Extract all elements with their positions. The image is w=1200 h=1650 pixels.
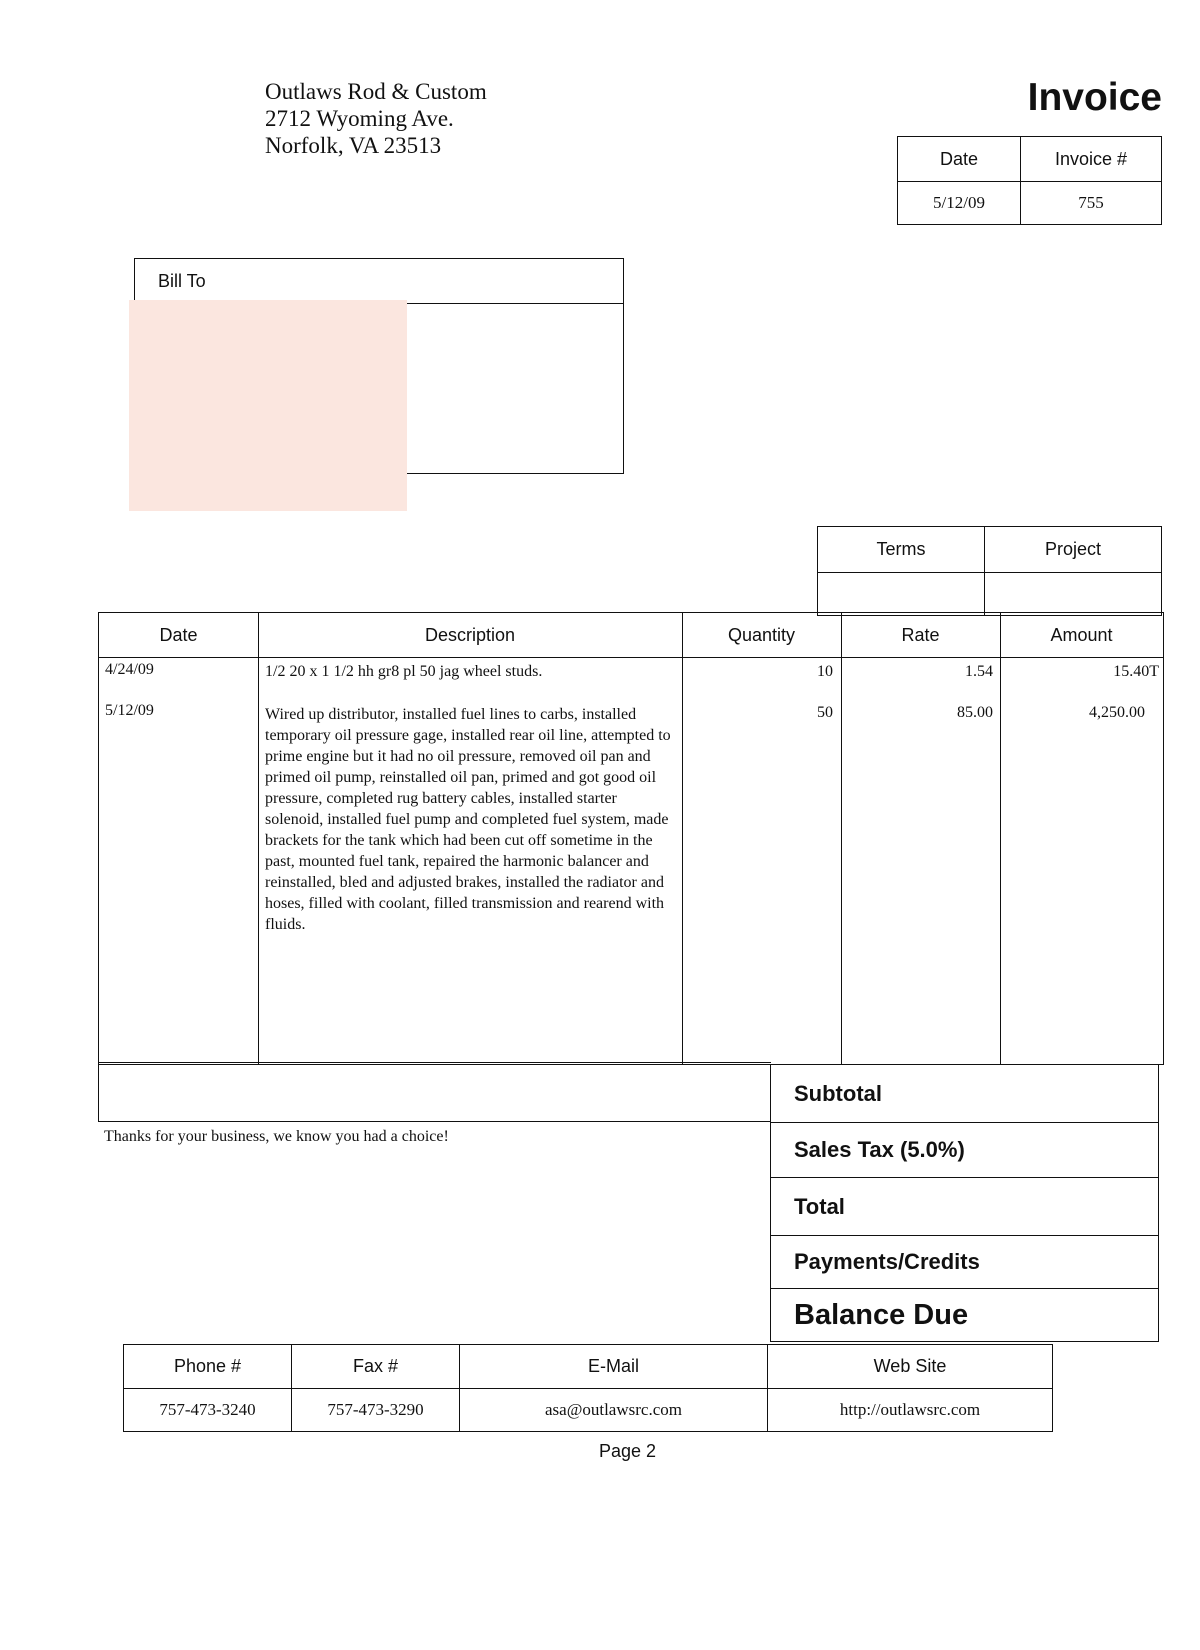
fax-header: Fax # [292,1345,460,1389]
totals-table [770,1064,1159,1342]
column-divider [1000,613,1001,1064]
message-box [98,1062,771,1122]
email-address[interactable]: asa@outlawsrc.com [460,1389,768,1432]
company-name: Outlaws Rod & Custom [265,79,487,104]
row1-amount: 15.40T [1113,663,1159,680]
row2-description: Wired up distributor, installed fuel lines to carbs, installed temporary oil pressure gage, installed rear oil line, attempted to prime engine but it had no oil pressure, removed oil pan and primed oil pump, reinstalled oil pan, primed and got good oil pressure, completed rug battery cables, installed starter solenoid, installed fuel pump and completed fuel system, made brackets for the tank which had been cut off sometime in the past, mounted fuel tank, repaired the harmonic balancer and reinstalled, bled and adjusted brakes, installed the radiator and hoses, filled with coolant, filled transmission and rearend with fluids. [265,706,671,933]
row1-date: 4/24/09 [105,661,154,678]
thank-you-message: Thanks for your business, we know you had a choice! [104,1128,449,1145]
header-divider [99,657,1163,658]
invoice-number: 755 [1021,182,1162,225]
row1-description: 1/2 20 x 1 1/2 hh gr8 pl 50 jag wheel studs. [265,663,543,680]
column-divider [258,613,259,1064]
project-value [985,573,1162,616]
email-header: E-Mail [460,1345,768,1389]
column-divider [841,613,842,1064]
date-header: Date [898,137,1021,182]
terms-table [817,526,1162,616]
company-block [265,78,487,159]
contact-table [123,1344,1053,1432]
invoice-number-header: Invoice # [1021,137,1162,182]
bill-to-label: Bill To [135,259,623,304]
company-address-line1: 2712 Wyoming Ave. [265,106,454,131]
phone-header: Phone # [124,1345,292,1389]
website-url[interactable]: http://outlawsrc.com [768,1389,1053,1432]
sales-tax-label: Sales Tax (5.0%) [771,1123,1159,1178]
row2-quantity: 50 [817,704,833,721]
subtotal-label: Subtotal [771,1065,1159,1123]
invoice-title: Invoice [1027,76,1162,119]
row1-quantity: 10 [817,663,833,680]
col-header-rate: Rate [901,625,940,645]
row1-rate: 1.54 [965,663,993,680]
payments-credits-label: Payments/Credits [771,1236,1159,1289]
page-number: Page 2 [598,1441,657,1461]
balance-due-label: Balance Due [771,1289,1159,1342]
total-label: Total [771,1178,1159,1236]
line-items-table [98,612,1164,1065]
col-header-description: Description [424,625,516,645]
col-header-quantity: Quantity [727,625,796,645]
invoice-header-table [897,136,1162,225]
row2-date: 5/12/09 [105,702,154,719]
terms-header: Terms [818,527,985,573]
row2-rate: 85.00 [957,704,993,721]
column-divider [682,613,683,1064]
phone-number: 757-473-3240 [124,1389,292,1432]
col-header-date: Date [159,625,198,645]
row2-amount: 4,250.00 [1089,704,1145,721]
col-header-amount: Amount [1050,625,1113,645]
project-header: Project [985,527,1162,573]
website-header: Web Site [768,1345,1053,1389]
terms-value [818,573,985,616]
company-address-line2: Norfolk, VA 23513 [265,133,442,158]
fax-number: 757-473-3290 [292,1389,460,1432]
invoice-date: 5/12/09 [898,182,1021,225]
redaction-patch [129,300,407,511]
